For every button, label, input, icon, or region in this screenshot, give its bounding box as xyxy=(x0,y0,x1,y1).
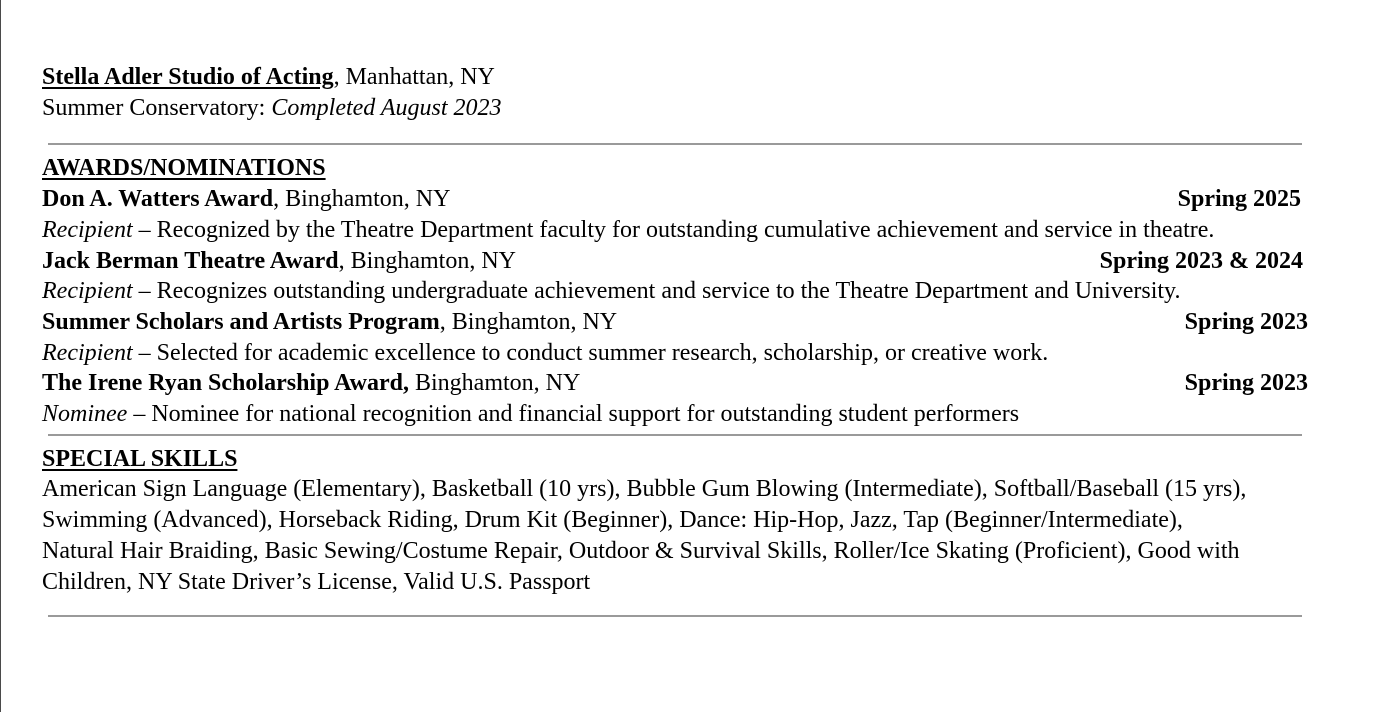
skills-section-heading xyxy=(42,444,1308,475)
training-program-line xyxy=(42,93,1308,124)
award-item xyxy=(42,184,1308,215)
award-date: Spring 2025 xyxy=(1177,186,1301,213)
section-divider xyxy=(48,615,1302,617)
award-name: The Irene Ryan Scholarship Award, xyxy=(42,370,409,397)
skills-text-line: American Sign Language (Elementary), Basketball (10 yrs), Bubble Gum Blowing (Intermediate), Softball/Baseball (15 yrs), xyxy=(42,476,1247,503)
skills-text-line: Natural Hair Braiding, Basic Sewing/Costume Repair, Outdoor & Survival Skills, Roller/Ice Skating (Proficient), Good with xyxy=(42,537,1240,564)
award-description: – Recognized by the Theatre Department faculty for outstanding cumulative achievement and service in theatre. xyxy=(132,216,1215,243)
award-date: Spring 2023 & 2024 xyxy=(1099,247,1303,274)
award-name: Summer Scholars and Artists Program xyxy=(42,308,440,335)
award-date: Spring 2023 xyxy=(1184,308,1308,335)
training-program-status: Completed August 2023 xyxy=(271,94,502,121)
award-description-line xyxy=(42,276,1308,307)
award-description: – Recognizes outstanding undergraduate achievement and service to the Theatre Department and University. xyxy=(132,278,1181,305)
award-description: – Nominee for national recognition and financial support for outstanding student performers xyxy=(127,401,1020,428)
skills-text-line: Children, NY State Driver’s License, Valid U.S. Passport xyxy=(42,568,591,595)
awards-section-heading xyxy=(42,153,1308,184)
award-description: – Selected for academic excellence to conduct summer research, scholarship, or creative work. xyxy=(132,339,1049,366)
award-role: Recipient xyxy=(42,216,133,243)
award-role: Recipient xyxy=(42,339,133,366)
award-location: , Binghamton, NY xyxy=(338,247,516,274)
window-left-border xyxy=(0,0,1,712)
award-location: , Binghamton, NY xyxy=(439,308,618,335)
training-school-line xyxy=(42,62,1308,93)
award-location: , Binghamton, NY xyxy=(273,186,451,213)
award-item xyxy=(42,246,1308,277)
award-item xyxy=(42,307,1308,338)
award-role: Nominee xyxy=(42,401,128,428)
award-description-line xyxy=(42,338,1308,369)
training-school-location: , Manhattan, NY xyxy=(333,64,495,90)
award-name: Jack Berman Theatre Award xyxy=(42,247,339,274)
skills-heading-text: SPECIAL SKILLS xyxy=(42,445,238,472)
award-description-line xyxy=(42,399,1308,430)
awards-heading-text: AWARDS/NOMINATIONS xyxy=(42,155,326,182)
training-school-name: Stella Adler Studio of Acting xyxy=(42,64,334,90)
award-location: Binghamton, NY xyxy=(408,370,581,397)
award-date: Spring 2023 xyxy=(1184,370,1308,397)
award-name: Don A. Watters Award xyxy=(42,186,274,213)
award-item xyxy=(42,368,1308,399)
resume-page xyxy=(42,62,1308,617)
award-role: Recipient xyxy=(42,278,133,305)
award-description-line xyxy=(42,215,1308,246)
skills-text-line: Swimming (Advanced), Horseback Riding, Drum Kit (Beginner), Dance: Hip-Hop, Jazz, Tap (Beginner/Intermediate), xyxy=(42,507,1183,534)
training-program-label: Summer Conservatory: xyxy=(42,94,272,121)
